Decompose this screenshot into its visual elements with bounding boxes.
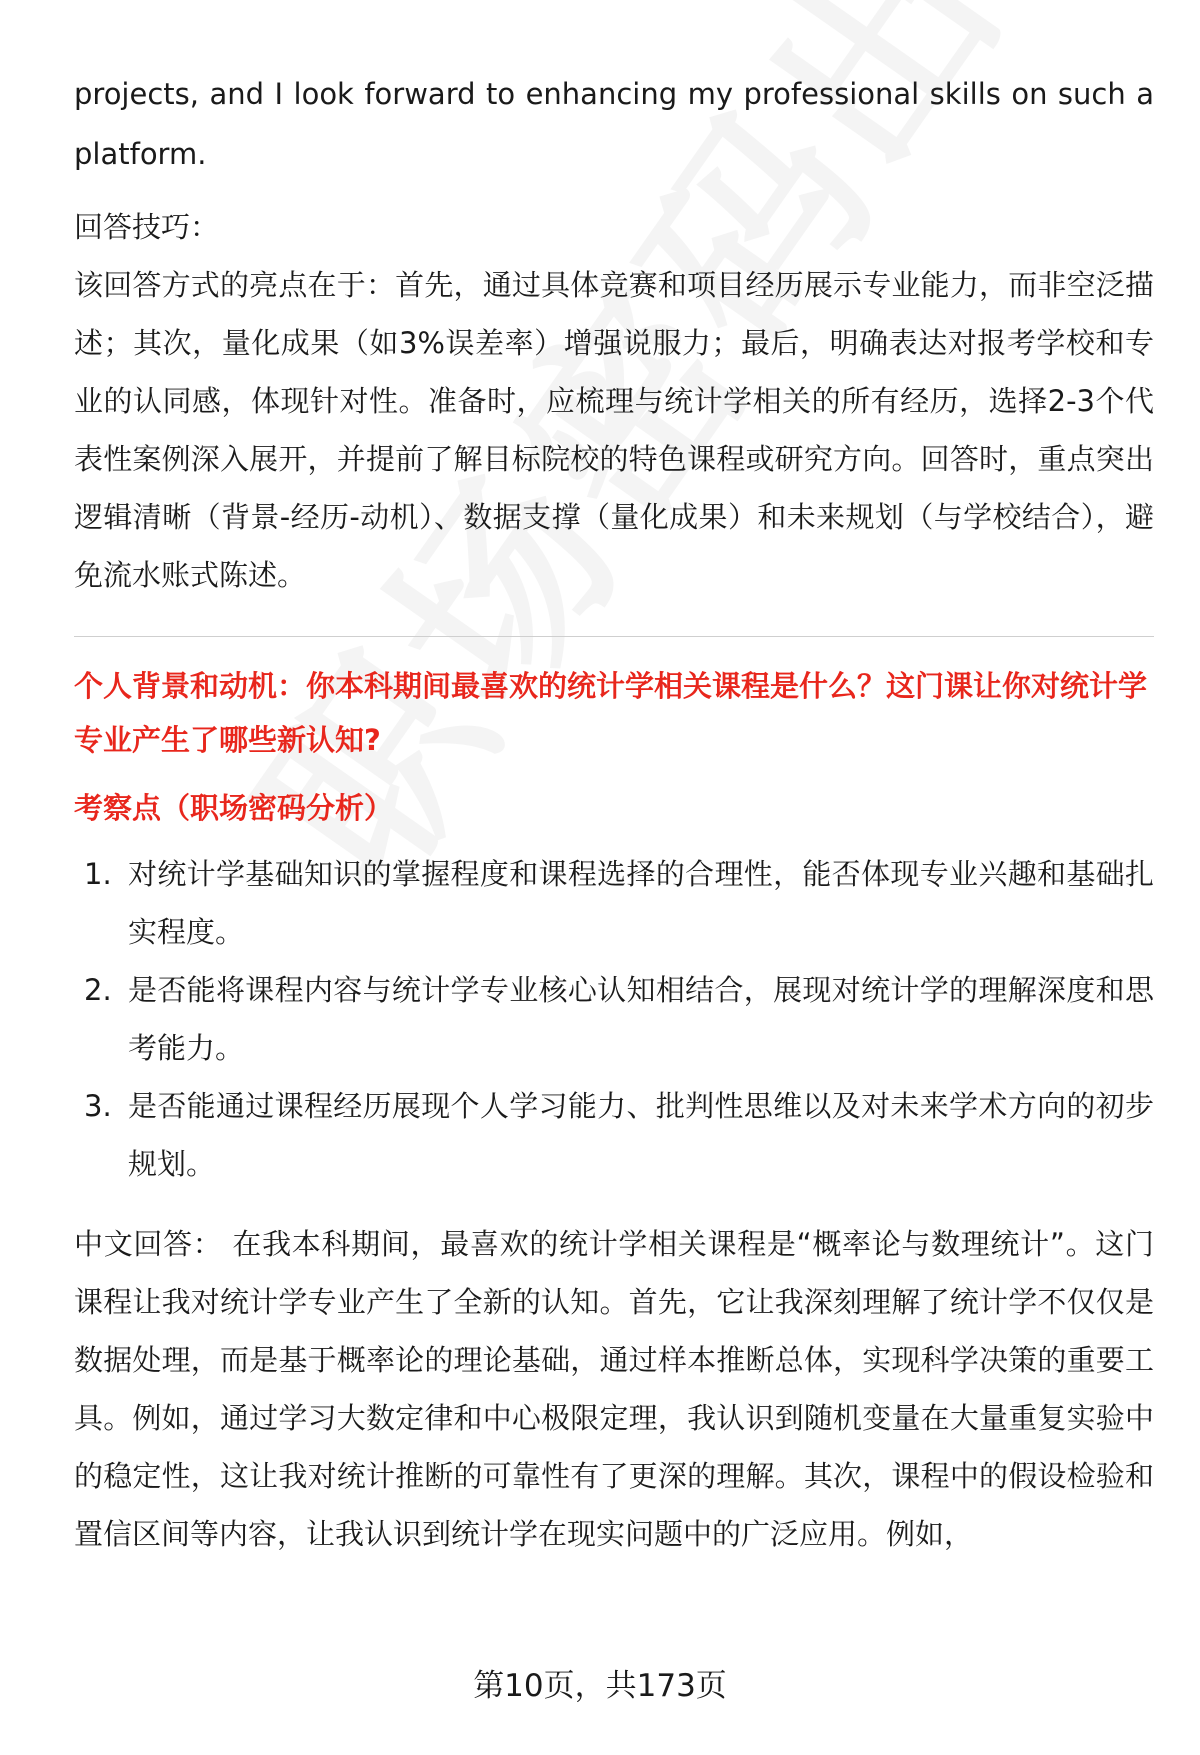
list-item-text: 对统计学基础知识的掌握程度和课程选择的合理性，能否体现专业兴趣和基础扎实程度。: [128, 857, 1154, 949]
list-number: 3.: [84, 1089, 112, 1123]
tips-label: 回答技巧：: [74, 210, 220, 244]
list-number: 2.: [84, 973, 112, 1007]
list-item-text: 是否能将课程内容与统计学专业核心认知相结合，展现对统计学的理解深度和思考能力。: [128, 973, 1154, 1065]
chinese-answer: 中文回答： 在我本科期间，最喜欢的统计学相关课程是“概率论与数理统计”。这门课程让我对统计学专业产生了全新的认知。首先，它让我深刻理解了统计学不仅仅是数据处理，而是基于概率论的理论基础，通过样本推断总体，实现科学决策的重要工具。例如，通过学习大数定律和中心极限定理，我认识到随机变量在大量重复实验中的稳定性，这让我对统计推断的可靠性有了更深的理解。其次，课程中的假设检验和置信区间等内容，让我认识到统计学在现实问题中的广泛应用。例如，: [74, 1227, 1154, 1551]
list-item-text: 是否能通过课程经历展现个人学习能力、批判性思维以及对未来学术方向的初步规划。: [128, 1089, 1154, 1181]
assessment-points-list: [74, 845, 1154, 1193]
list-item: [74, 1077, 1154, 1193]
section-heading: 考察点（职场密码分析）: [74, 791, 394, 825]
tips-body: 该回答方式的亮点在于：首先，通过具体竞赛和项目经历展示专业能力，而非空泛描述；其次，量化成果（如3%误差率）增强说服力；最后，明确表达对报考学校和专业的认同感，体现针对性。准备时，应梳理与统计学相关的所有经历，选择2-3个代表性案例深入展开，并提前了解目标院校的特色课程或研究方向。回答时，重点突出逻辑清晰（背景-经历-动机）、数据支撑（量化成果）和未来规划（与学校结合），避免流水账式陈述。: [74, 268, 1154, 592]
section-divider: [74, 636, 1154, 637]
page-content: [74, 64, 1154, 1563]
page-number: 第10页，共173页: [473, 1668, 727, 1704]
english-answer-continuation: projects, and I look forward to enhancing my professional skills on such a platform.: [74, 77, 1154, 171]
list-item: [74, 961, 1154, 1077]
list-item: [74, 845, 1154, 961]
list-number: 1.: [84, 857, 112, 891]
question-title: 个人背景和动机：你本科期间最喜欢的统计学相关课程是什么？这门课让你对统计学专业产生了哪些新认知?: [74, 669, 1148, 757]
